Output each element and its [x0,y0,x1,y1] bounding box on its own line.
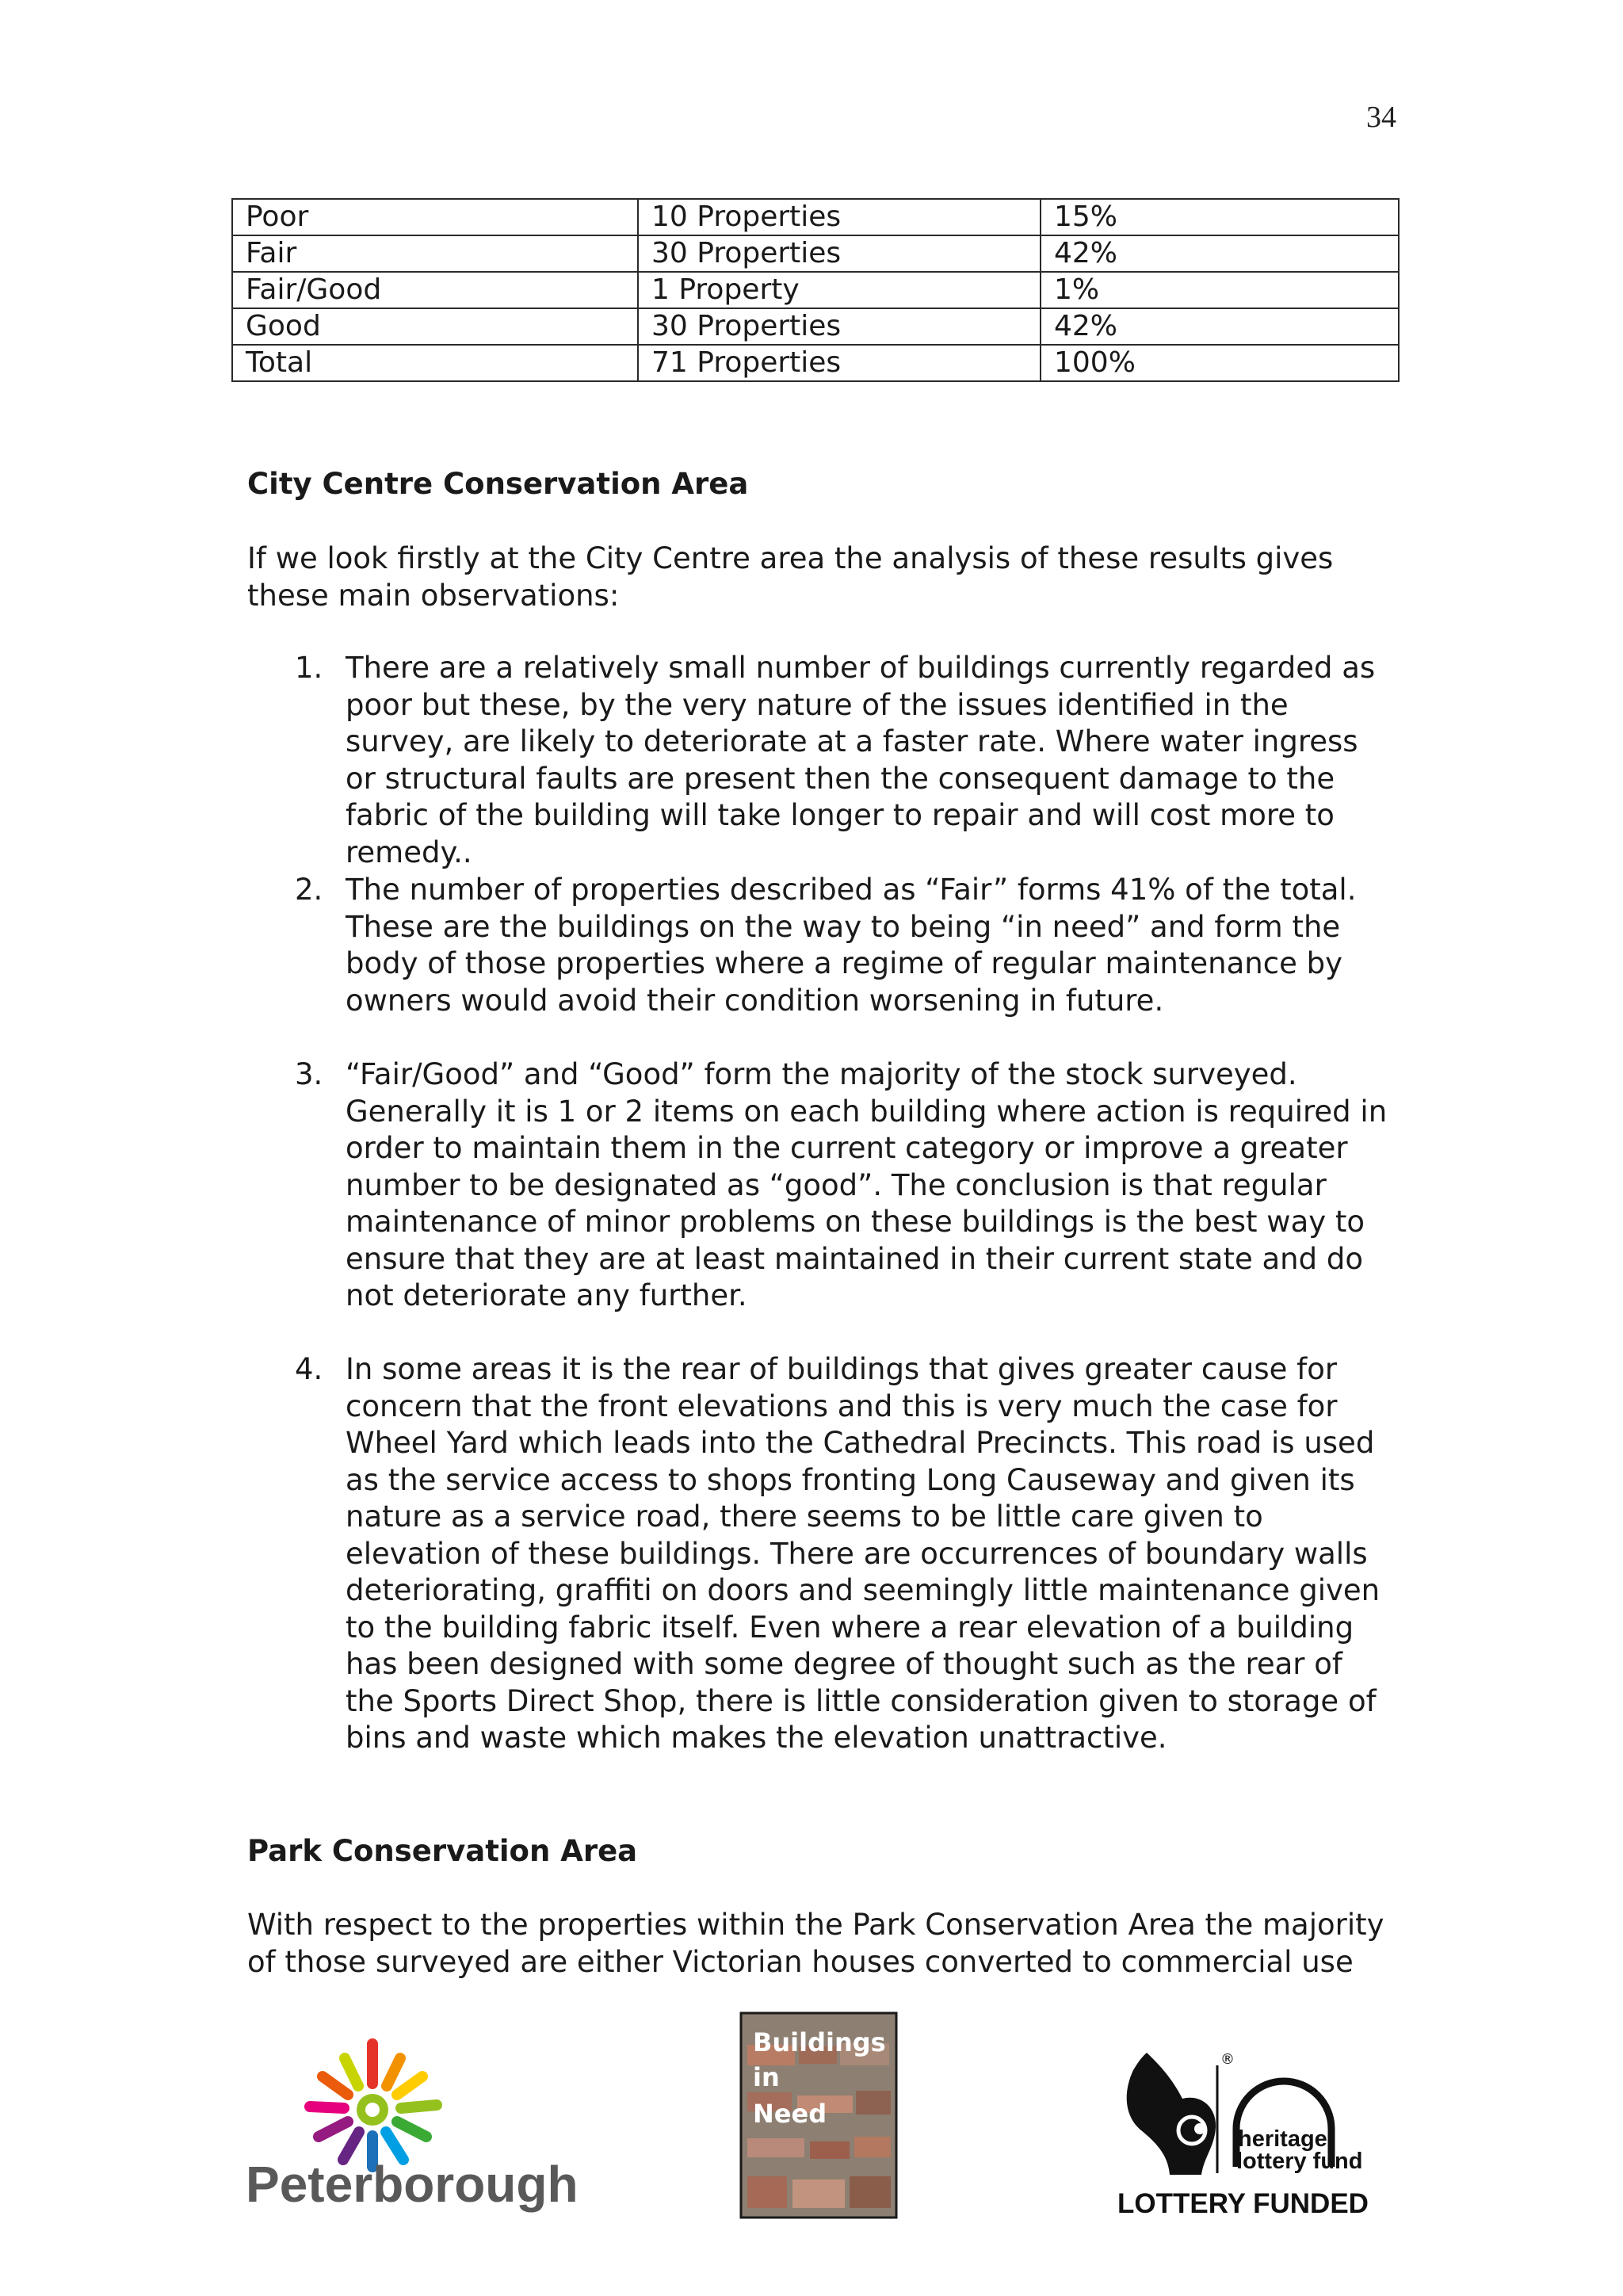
table-cell: Total [232,345,638,381]
footer-logos [0,1997,1623,2219]
table-row [232,308,1399,345]
condition-table [231,198,1400,382]
table-cell: Fair [232,235,638,272]
sunburst-icon [310,2044,437,2167]
heritage-lottery-logo [1117,2051,1369,2219]
buildings-in-need-logo [741,2013,896,2218]
list-item-number: 3. [295,1057,323,1091]
peterborough-wordmark: Peterborough [246,2156,579,2213]
list-item-number: 1. [295,651,323,685]
city-centre-intro: If we look firstly at the City Centre area the analysis of these results gives these main observations: [247,541,1334,613]
park-heading: Park Conservation Area [247,1834,638,1868]
table-cell: 42% [1041,308,1399,345]
table-cell: Poor [232,199,638,235]
list-item-text: “Fair/Good” and “Good” form the majority of the stock surveyed. Generally it is 1 or 2 items on each building where action is required in order to maintain them in the current category or improve a greater number to be designated as “good”. The conclusion is that regular maintenance of minor problems on these buildings is the best way to ensure that they are at least maintained in their current state and do not deteriorate any further. [346,1057,1388,1312]
page-number: 34 [1366,101,1396,134]
list-item-text: There are a relatively small number of buildings currently regarded as poor but these, by the very nature of the issues identified in the survey, are likely to deteriorate at a faster rate. Where water ingress or structural faults are present then the consequent damage to the fabric of the building will take longer to repair and will cost more to remedy.. [346,651,1376,869]
table-cell: Fair/Good [232,272,638,308]
table-cell: 100% [1041,345,1399,381]
list-item-text: In some areas it is the rear of buildings that gives greater cause for concern that the front elevations and this is very much the case for Wheel Yard which leads into the Cathedral Precincts. This road is used as the service access to shops fronting Long Causeway and given its nature as a service road, there seems to be little care given to elevation of these buildings. There are occurrences of boundary walls deteriorating, graffiti on doors and seemingly little maintenance given to the building fabric itself. Even where a rear elevation of a building has been designed with some degree of thought such as the rear of the Sports Direct Shop, there is little consideration given to storage of bins and waste which makes the elevation unattractive. [346,1352,1381,1755]
table-cell: 15% [1041,199,1399,235]
buildings-logo-line-3: Need [753,2099,827,2129]
table-cell: 42% [1041,235,1399,272]
heritage-line-1: heritage [1238,2126,1327,2152]
list-item-number: 2. [295,873,323,907]
table-cell: 30 Properties [638,308,1041,345]
heritage-line-2: lottery fund [1236,2149,1363,2174]
table-row [232,345,1399,381]
table-row [232,235,1399,272]
lottery-hand-icon [1127,2053,1216,2175]
buildings-logo-line-1: Buildings [753,2027,886,2057]
city-centre-heading: City Centre Conservation Area [247,467,749,501]
park-intro: With respect to the properties within the Park Conservation Area the majority of those surveyed are either Victorian houses converted to commercial use [247,1908,1384,1979]
lottery-funded-label: LOTTERY FUNDED [1117,2188,1369,2219]
table-cell: 1 Property [638,272,1041,308]
table-row [232,272,1399,308]
list-item-text: The number of properties described as “Fair” forms 41% of the total. These are the buildings on the way to being “in need” and form the body of those properties where a regime of regular maintenance by owners would avoid their condition worsening in future. [346,873,1357,1018]
buildings-logo-line-2: in [753,2062,780,2092]
registered-mark: ® [1220,2051,1235,2068]
list-item-number: 4. [295,1352,323,1386]
table-cell: 71 Properties [638,345,1041,381]
table-row [232,199,1399,235]
peterborough-logo [246,2044,579,2213]
table-cell: Good [232,308,638,345]
table-cell: 1% [1041,272,1399,308]
table-cell: 10 Properties [638,199,1041,235]
table-cell: 30 Properties [638,235,1041,272]
